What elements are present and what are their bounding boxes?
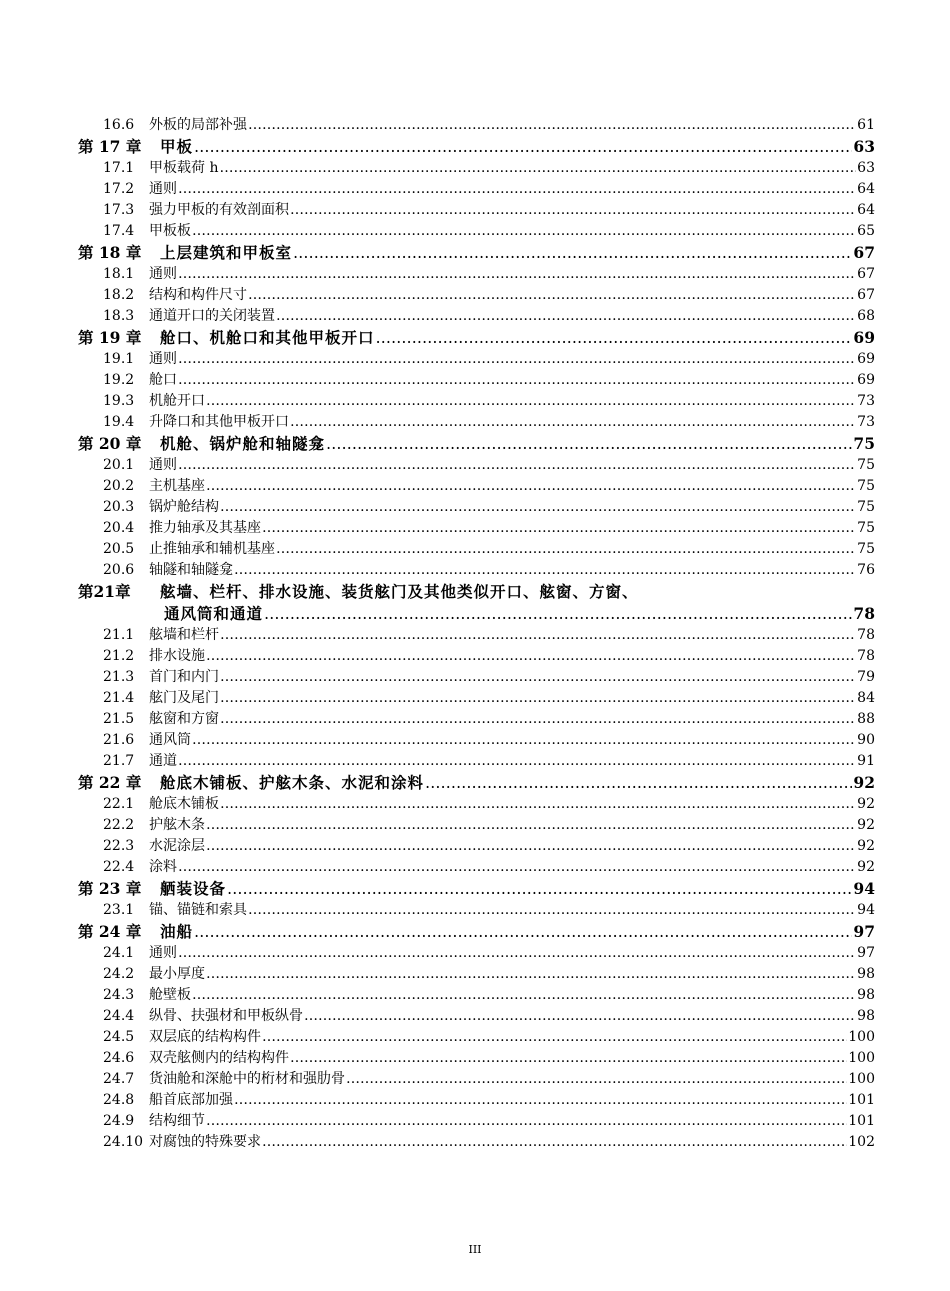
toc-chapter-number: 第 17 章 (78, 137, 142, 157)
toc-section-entry[interactable] (78, 497, 875, 518)
toc-chapter-number: 第 24 章 (78, 921, 142, 941)
toc-leader-dots (178, 349, 856, 370)
toc-section-entry[interactable] (78, 115, 875, 136)
toc-page-number: 63 (853, 137, 875, 157)
toc-chapter-title: 甲板 (160, 137, 194, 157)
toc-chapter-entry[interactable] (78, 581, 875, 603)
toc-section-title: 排水设施 (149, 647, 205, 664)
page-number: III (468, 1243, 482, 1256)
toc-chapter-entry[interactable] (78, 772, 875, 794)
toc-page-number: 76 (857, 561, 875, 578)
toc-leader-dots (178, 264, 856, 285)
toc-page-number: 92 (857, 795, 875, 812)
toc-leader-dots (290, 200, 856, 221)
toc-section-title: 纵骨、扶强材和甲板纵骨 (149, 1007, 303, 1024)
toc-chapter-title-continued: 通风筒和通道 (164, 604, 264, 624)
toc-leader-dots (192, 730, 856, 751)
toc-chapter-title: 上层建筑和甲板室 (160, 243, 293, 263)
toc-page-number: 97 (857, 944, 875, 961)
toc-leader-dots (178, 179, 856, 200)
toc-leader-dots (290, 1048, 847, 1069)
toc-section-entry[interactable] (78, 646, 875, 667)
toc-section-title: 结构细节 (149, 1113, 205, 1130)
toc-leader-dots (293, 242, 852, 264)
toc-leader-dots (178, 370, 856, 391)
toc-section-title: 推力轴承及其基座 (149, 519, 261, 536)
toc-section-title: 双层底的结构构件 (149, 1028, 261, 1045)
toc-section-number: 21.2 (103, 647, 135, 664)
toc-page-number: 90 (857, 732, 875, 749)
toc-section-title: 结构和构件尺寸 (149, 286, 247, 303)
toc-section-title: 舷窗和方窗 (149, 711, 219, 728)
toc-page-number: 84 (857, 689, 875, 706)
toc-leader-dots (227, 878, 852, 900)
toc-leader-dots (192, 985, 856, 1006)
toc-leader-dots (178, 857, 856, 878)
toc-page-number: 65 (857, 222, 875, 239)
toc-section-entry[interactable] (78, 455, 875, 476)
toc-page-number: 63 (857, 159, 875, 176)
toc-section-entry[interactable] (78, 625, 875, 646)
toc-section-number: 24.4 (103, 1007, 135, 1024)
toc-section-number: 22.1 (103, 795, 135, 812)
toc-section-entry[interactable] (78, 709, 875, 730)
toc-section-entry[interactable] (78, 943, 875, 964)
toc-section-entry[interactable] (78, 815, 875, 836)
toc-section-title: 通风筒 (149, 732, 191, 749)
toc-section-entry[interactable] (78, 751, 875, 772)
toc-section-number: 21.4 (103, 689, 135, 706)
toc-leader-dots (248, 900, 856, 921)
toc-section-title: 最小厚度 (149, 965, 205, 982)
toc-chapter-title: 舷墙、栏杆、排水设施、装货舷门及其他类似开口、舷窗、方窗、 (160, 582, 639, 602)
toc-page-number: 97 (853, 921, 875, 941)
toc-section-entry[interactable] (78, 985, 875, 1006)
toc-section-entry[interactable] (78, 412, 875, 433)
toc-section-number: 17.1 (103, 159, 135, 176)
toc-page-number: 92 (857, 838, 875, 855)
toc-page-number: 78 (857, 626, 875, 643)
toc-leader-dots (206, 1111, 847, 1132)
toc-page-number: 67 (857, 265, 875, 282)
toc-section-title: 通则 (149, 456, 177, 473)
toc-section-number: 24.7 (103, 1071, 135, 1088)
toc-section-number: 18.2 (103, 286, 135, 303)
toc-page-number: 67 (857, 286, 875, 303)
toc-leader-dots (262, 518, 856, 539)
toc-section-number: 24.1 (103, 944, 135, 961)
toc-section-number: 19.4 (103, 413, 135, 430)
toc-section-number: 17.4 (103, 222, 135, 239)
toc-leader-dots (206, 836, 856, 857)
toc-leader-dots (290, 412, 856, 433)
toc-chapter-number: 第 23 章 (78, 879, 142, 899)
toc-section-number: 20.1 (103, 456, 135, 473)
toc-section-number: 22.2 (103, 817, 135, 833)
toc-section-number: 24.5 (103, 1028, 135, 1045)
toc-section-number: 19.2 (103, 371, 135, 388)
toc-section-number: 21.5 (103, 711, 135, 728)
toc-leader-dots (206, 391, 856, 412)
toc-section-entry[interactable] (78, 221, 875, 242)
toc-page-number: 69 (857, 350, 875, 367)
toc-section-title: 舱底木铺板 (149, 795, 219, 812)
toc-chapter-entry[interactable] (78, 433, 875, 455)
toc-leader-dots (219, 158, 856, 179)
toc-leader-dots (194, 921, 852, 943)
toc-section-number: 21.3 (103, 668, 135, 685)
toc-section-title: 舱壁板 (149, 986, 191, 1003)
toc-leader-dots (220, 625, 856, 646)
toc-section-number: 20.6 (103, 561, 135, 578)
toc-leader-dots (248, 285, 856, 306)
toc-page-number: 75 (857, 540, 875, 557)
toc-section-entry[interactable] (78, 1048, 875, 1069)
toc-leader-dots (234, 560, 856, 581)
toc-page-number: 92 (853, 773, 875, 793)
toc-section-title: 通则 (149, 265, 177, 282)
toc-leader-dots (304, 1006, 856, 1027)
toc-chapter-entry[interactable] (78, 878, 875, 900)
toc-chapter-number: 第 19 章 (78, 327, 142, 347)
toc-leader-dots (178, 751, 856, 772)
toc-chapter-entry[interactable] (78, 327, 875, 349)
toc-chapter-title: 机舱、锅炉舱和轴隧龛 (160, 433, 326, 453)
toc-section-title: 货油舱和深舱中的桁材和强肋骨 (149, 1071, 345, 1088)
toc-leader-dots (178, 943, 856, 964)
toc-leader-dots (376, 327, 853, 349)
toc-leader-dots (220, 688, 856, 709)
toc-leader-dots (234, 1090, 847, 1111)
toc-leader-dots (178, 455, 856, 476)
toc-leader-dots (206, 964, 856, 985)
toc-section-title: 升降口和其他甲板开口 (149, 413, 289, 430)
toc-section-entry[interactable] (78, 560, 875, 581)
toc-section-entry[interactable] (78, 285, 875, 306)
toc-section-entry[interactable] (78, 688, 875, 709)
toc-chapter-title: 油船 (160, 921, 194, 941)
toc-page-number: 73 (857, 413, 875, 430)
toc-section-title: 水泥涂层 (149, 838, 205, 855)
toc-section-title: 主机基座 (149, 477, 205, 494)
toc-page-number: 94 (853, 879, 875, 899)
toc-section-entry[interactable] (78, 1069, 875, 1090)
toc-section-entry[interactable] (78, 964, 875, 985)
toc-section-title: 通则 (149, 944, 177, 961)
toc-section-entry[interactable] (78, 1111, 875, 1132)
toc-page-number: 73 (857, 392, 875, 409)
toc-leader-dots (326, 433, 852, 455)
toc-section-title: 外板的局部补强 (149, 117, 247, 133)
toc-section-entry[interactable] (78, 179, 875, 200)
toc-section-number: 22.3 (103, 838, 135, 855)
toc-section-entry[interactable] (78, 794, 875, 815)
toc-leader-dots (206, 476, 856, 497)
toc-section-number: 21.6 (103, 732, 135, 749)
toc-section-title: 通则 (149, 180, 177, 197)
toc-section-number: 20.3 (103, 498, 135, 515)
toc-section-title: 机舱开口 (149, 392, 205, 409)
toc-section-number: 23.1 (103, 901, 135, 918)
toc-section-entry[interactable] (78, 730, 875, 751)
toc-section-number: 19.3 (103, 392, 135, 409)
toc-chapter-entry[interactable] (78, 136, 875, 158)
toc-page-number: 69 (853, 327, 875, 347)
toc-chapter-title: 舾装设备 (160, 879, 227, 899)
toc-page-number: 88 (857, 711, 875, 728)
toc-section-entry[interactable] (78, 900, 875, 921)
toc-page-number: 100 (848, 1071, 875, 1088)
toc-page-number: 61 (857, 117, 875, 133)
toc-page-number: 64 (857, 180, 875, 197)
toc-section-number: 20.5 (103, 540, 135, 557)
toc-page-number: 91 (857, 753, 875, 770)
toc-page-number: 100 (848, 1050, 875, 1067)
toc-section-number: 24.3 (103, 986, 135, 1003)
toc-leader-dots (276, 306, 856, 327)
toc-section-number: 18.3 (103, 307, 135, 324)
toc-section-title: 通道开口的关闭装置 (149, 307, 275, 324)
toc-leader-dots (262, 1027, 847, 1048)
toc-section-number: 24.8 (103, 1092, 135, 1109)
toc-section-entry[interactable] (78, 857, 875, 878)
toc-chapter-number: 第 18 章 (78, 243, 142, 263)
toc-page-number: 78 (857, 647, 875, 664)
toc-page-number: 75 (853, 433, 875, 453)
toc-page-number: 79 (857, 668, 875, 685)
toc-section-entry[interactable] (78, 518, 875, 539)
toc-section-entry[interactable] (78, 158, 875, 179)
toc-section-title: 船首底部加强 (149, 1092, 233, 1109)
toc-section-title: 甲板板 (149, 222, 191, 239)
toc-chapter-title: 舱口、机舱口和其他甲板开口 (160, 327, 375, 347)
toc-page-number: 101 (848, 1092, 875, 1109)
toc-section-title: 强力甲板的有效剖面积 (149, 201, 289, 218)
toc-section-title: 通道 (149, 753, 177, 770)
toc-leader-dots (206, 815, 856, 836)
toc-leader-dots (346, 1069, 847, 1090)
toc-section-title: 舱口 (149, 371, 177, 388)
toc-section-entry[interactable] (78, 391, 875, 412)
toc-leader-dots (248, 115, 856, 136)
toc-section-entry[interactable] (78, 476, 875, 497)
toc-chapter-entry[interactable] (78, 921, 875, 943)
toc-page-number: 98 (857, 965, 875, 982)
toc-section-number: 16.6 (103, 117, 135, 133)
toc-leader-dots (220, 709, 856, 730)
toc-section-title: 锅炉舱结构 (149, 498, 219, 515)
toc-leader-dots (425, 772, 852, 794)
toc-page-number: 98 (857, 986, 875, 1003)
toc-page-number: 75 (857, 477, 875, 494)
toc-section-entry[interactable] (78, 539, 875, 560)
toc-section-number: 19.1 (103, 350, 135, 367)
toc-section-number: 24.10 (103, 1134, 144, 1151)
toc-page-number: 68 (857, 307, 875, 324)
toc-leader-dots (220, 667, 856, 688)
toc-page-number: 98 (857, 1007, 875, 1024)
toc-section-entry[interactable] (78, 1027, 875, 1048)
toc-leader-dots (276, 539, 856, 560)
toc-section-title: 双壳舷侧内的结构构件 (149, 1050, 289, 1067)
toc-chapter-number: 第21章 (78, 582, 131, 602)
toc-chapter-number: 第 20 章 (78, 433, 142, 453)
toc-section-number: 24.9 (103, 1113, 135, 1130)
toc-page-number: 102 (848, 1134, 875, 1151)
toc-section-number: 17.3 (103, 201, 135, 218)
toc-leader-dots (194, 136, 852, 158)
toc-page-number: 100 (848, 1028, 875, 1045)
toc-leader-dots (264, 603, 852, 625)
toc-leader-dots (220, 794, 856, 815)
toc-chapter-title: 舱底木铺板、护舷木条、水泥和涂料 (160, 773, 425, 793)
toc-section-number: 21.7 (103, 753, 135, 770)
toc-page-number: 92 (857, 817, 875, 833)
toc-section-title: 通则 (149, 350, 177, 367)
toc-section-title: 舷门及尾门 (149, 689, 219, 706)
toc-leader-dots (220, 497, 856, 518)
toc-page-number: 94 (857, 901, 875, 918)
toc-section-entry[interactable] (78, 1090, 875, 1111)
toc-section-title: 涂料 (149, 859, 177, 876)
toc-leader-dots (192, 221, 856, 242)
toc-chapter-number: 第 22 章 (78, 773, 142, 793)
toc-section-number: 20.4 (103, 519, 135, 536)
toc-section-entry[interactable] (78, 200, 875, 221)
toc-page-number: 67 (853, 243, 875, 263)
toc-page-number: 75 (857, 519, 875, 536)
toc-chapter-entry-continued[interactable] (78, 603, 875, 625)
toc-section-number: 18.1 (103, 265, 135, 282)
toc-leader-dots (262, 1132, 847, 1153)
toc-page-number: 101 (848, 1113, 875, 1130)
toc-section-entry[interactable] (78, 370, 875, 391)
toc-section-entry[interactable] (78, 306, 875, 327)
toc-section-number: 17.2 (103, 180, 135, 197)
toc-section-title: 护舷木条 (149, 817, 205, 833)
toc-page-number: 92 (857, 859, 875, 876)
toc-section-title: 锚、锚链和索具 (149, 901, 247, 918)
toc-section-title: 首门和内门 (149, 668, 219, 685)
toc-section-title: 轴隧和轴隧龛 (149, 561, 233, 578)
toc-section-entry[interactable] (78, 836, 875, 857)
toc-page-number: 69 (857, 371, 875, 388)
table-of-contents (78, 115, 875, 1154)
toc-section-entry[interactable] (78, 1132, 875, 1153)
toc-section-title: 止推轴承和辅机基座 (149, 540, 275, 557)
toc-page-number: 75 (857, 498, 875, 515)
toc-section-entry[interactable] (78, 349, 875, 370)
toc-section-number: 20.2 (103, 477, 135, 494)
toc-section-entry[interactable] (78, 1006, 875, 1027)
toc-section-entry[interactable] (78, 264, 875, 285)
toc-section-title: 甲板载荷 h (149, 159, 219, 176)
toc-chapter-entry[interactable] (78, 242, 875, 264)
toc-section-title: 舷墙和栏杆 (149, 626, 219, 643)
toc-section-number: 21.1 (103, 626, 135, 643)
toc-page-number: 64 (857, 201, 875, 218)
toc-section-number: 24.2 (103, 965, 135, 982)
toc-page-number: 78 (853, 604, 875, 624)
toc-section-number: 22.4 (103, 859, 135, 876)
toc-page-number: 75 (857, 456, 875, 473)
toc-leader-dots (206, 646, 856, 667)
toc-section-title: 对腐蚀的特殊要求 (149, 1134, 261, 1151)
toc-section-number: 24.6 (103, 1050, 135, 1067)
toc-section-entry[interactable] (78, 667, 875, 688)
